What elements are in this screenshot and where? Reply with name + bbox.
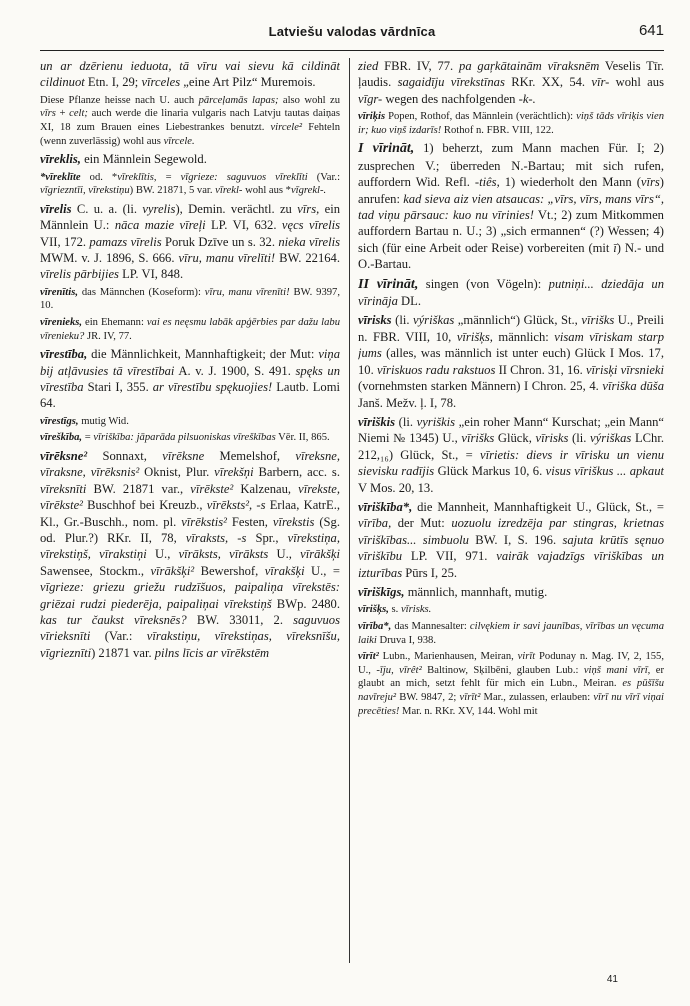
italic-text: putniņi... dziedāja un vīrināja bbox=[358, 276, 664, 309]
entry-text: wohl aus bbox=[609, 75, 664, 90]
dictionary-entry bbox=[40, 286, 340, 313]
entry-headword: vīrestīgs, bbox=[40, 415, 79, 427]
entry-text: Veselis Tīr. ļaudis. bbox=[358, 59, 664, 90]
dictionary-entry bbox=[358, 584, 664, 600]
entry-text: Bewershof, bbox=[194, 563, 265, 578]
italic-text: sagaidīju vīrekstīnas bbox=[397, 75, 505, 90]
italic-text: vīrakšķi bbox=[264, 563, 305, 578]
italic-text: vairāk vajadzīgs vīriškības un izturības bbox=[358, 549, 664, 580]
italic-text: vīrekstis bbox=[272, 514, 315, 529]
entry-text: (li. bbox=[395, 414, 417, 429]
italic-text: -tiês, bbox=[474, 175, 500, 190]
entry-text: (Sg. od. Plur.?) RKr. II, 78, bbox=[40, 514, 340, 546]
entry-text: wegen des nachfolgenden bbox=[382, 91, 519, 106]
entry-text: JR. IV, 77. bbox=[84, 330, 132, 342]
italic-text: vīrisķi vīrsnieki bbox=[585, 362, 664, 377]
entry-headword: vīrenītis, bbox=[40, 286, 78, 298]
dictionary-entry bbox=[358, 414, 664, 496]
sheet-signature: 41 bbox=[606, 974, 618, 985]
entry-text: Sawensee, Stockm., bbox=[40, 563, 151, 578]
entry-text: Mar., zulassen, erlauben: bbox=[480, 691, 594, 703]
dictionary-entry bbox=[40, 171, 340, 198]
italic-text: visam vīriskam starp jums bbox=[358, 329, 664, 361]
dictionary-entry bbox=[358, 650, 664, 718]
dictionary-entry bbox=[40, 316, 340, 343]
entry-text: BWp. 2480. bbox=[271, 596, 340, 611]
italic-text: vīrāksts, vīrāksts bbox=[178, 547, 269, 562]
entry-text: ) BW. 21871, 5 var. bbox=[129, 185, 216, 197]
entry-text: , = bbox=[153, 171, 181, 183]
dictionary-entry bbox=[40, 151, 340, 167]
entry-text: DL. bbox=[397, 294, 421, 309]
entry-text: U., = bbox=[304, 563, 340, 578]
entry-text: (li. bbox=[568, 431, 591, 446]
entry-text: Barbern, acc. s. bbox=[253, 465, 340, 480]
entry-text: s. bbox=[388, 604, 401, 616]
italic-text: pa gaŗkātainām vīraksnēm bbox=[459, 59, 600, 73]
entry-text: Fehteln (wenn zuverlässig) wohl aus bbox=[40, 122, 340, 147]
entry-text: Rothof n. FBR. VIII, 122. bbox=[441, 124, 554, 136]
dictionary-entry bbox=[40, 431, 340, 445]
italic-text: vīrekl- bbox=[215, 185, 243, 197]
entry-headword: vīrišķs, bbox=[358, 604, 389, 616]
entry-text: Glück Markus 10, 6. bbox=[434, 464, 546, 479]
italic-text: kad sieva aiz vien atsaucas: „vīrs, vīrs, mans vīrs“, tad viņu pārsauc: kuo nu vīrinies! bbox=[358, 191, 664, 223]
italic-text: vīrcele. bbox=[163, 135, 195, 147]
entry-text: , bbox=[249, 498, 257, 513]
italic-text: vircele² bbox=[270, 122, 303, 133]
italic-text: vīrišķs, bbox=[456, 329, 493, 344]
italic-text: pārceļamās lapas; bbox=[198, 94, 279, 106]
italic-text: cilvękiem ir savi jaunības, vīrības un vęcuma laiki bbox=[358, 620, 664, 646]
right-column bbox=[358, 58, 664, 958]
italic-text: kas tur čaukst vīreksnēs? bbox=[40, 613, 187, 628]
entry-text: BW. I, S. 196. bbox=[468, 532, 563, 547]
italic-text: vīriskuos radu rakstuos bbox=[376, 362, 496, 377]
entry-text: männlich: bbox=[492, 329, 555, 344]
entry-headword: vīriškība*, bbox=[358, 499, 413, 514]
entry-text: Memelshof, bbox=[204, 449, 296, 463]
entry-text: Etn. I, 29; bbox=[84, 75, 142, 90]
italic-text: pilns līcis ar vīrēkstēm bbox=[154, 645, 270, 660]
dictionary-entry bbox=[358, 603, 664, 617]
entry-text: Glück, bbox=[494, 431, 536, 446]
italic-text: vīrietis: dievs ir vīrisku un vienu sievisku radījis bbox=[358, 447, 664, 479]
entry-text: ) 21871 var. bbox=[91, 645, 155, 660]
entry-headword: vīrēksne² bbox=[40, 449, 88, 463]
entry-text: Lautb. Lomi 64. bbox=[40, 380, 340, 411]
italic-text: vīraksts, -s bbox=[185, 531, 247, 546]
italic-text: vīriškība: jāparāda pilsuoniskas vīreškības bbox=[93, 432, 276, 444]
dictionary-entry bbox=[358, 499, 664, 581]
entry-text: Erlaa, KatrE., Kl., Gr.-Buschh., nom. pl. bbox=[40, 498, 340, 529]
entry-text: ein Ehemann: bbox=[82, 317, 147, 328]
entry-text: LP. VII, 971. bbox=[402, 549, 497, 564]
entry-text: singen (von Vögeln): bbox=[418, 276, 549, 291]
entry-headword: vīrisks bbox=[358, 313, 392, 328]
entry-text: BW. 9397, 10. bbox=[40, 286, 340, 312]
entry-text: Lubn., Marienhausen, Meiran, bbox=[378, 651, 518, 663]
entry-headword: vīriškīgs, bbox=[358, 584, 405, 599]
italic-text: es pūšīšu navīreju² bbox=[358, 678, 664, 703]
entry-text: ), Demin. verächtl. zu bbox=[175, 201, 298, 216]
italic-text: saguvuos vīrieksnīti bbox=[40, 613, 340, 644]
entry-text: BW. 33011, 2. bbox=[186, 613, 294, 628]
entry-text: FBR. IV, 77. bbox=[378, 59, 460, 73]
entry-text: RKr. XX, 54. bbox=[504, 75, 592, 90]
dictionary-entry bbox=[358, 140, 664, 272]
italic-text: vīrēkstis² bbox=[181, 514, 227, 529]
dictionary-entry bbox=[358, 312, 664, 410]
italic-text: sajuta krūtīs sęnuo vīriškību bbox=[358, 532, 664, 564]
entry-text: Oknist, Plur. bbox=[139, 465, 215, 480]
dictionary-entry bbox=[358, 110, 664, 137]
entry-headword: vīreklis, bbox=[40, 152, 81, 167]
entry-text: Diese Pflanze heisse nach U. auch bbox=[40, 94, 199, 106]
entry-text: Baltinow, Sķilbēni, glauben Lub.: bbox=[421, 664, 584, 676]
entry-headword: vīrīt² bbox=[358, 651, 379, 663]
entry-text: (Var.: bbox=[307, 171, 340, 183]
italic-text: spęks un vīrestība bbox=[40, 363, 340, 394]
entry-text: die Männlichkeit, Mannhaftigkeit; der Mut: bbox=[87, 347, 319, 362]
italic-text: vīrī nu vīrī viņai precēties! bbox=[358, 691, 664, 717]
italic-text: vīgriezntīi, vīrekstiņu bbox=[40, 185, 130, 197]
italic-text: virīt bbox=[517, 651, 536, 663]
entry-text: (Var.: bbox=[90, 629, 147, 644]
entry-headword: vīriškis bbox=[358, 414, 396, 429]
italic-text: vīgrieze: saguvuos vīreklīti bbox=[180, 171, 308, 183]
italic-text: visus vīriškus ... apkaut bbox=[545, 464, 664, 479]
entry-text: Janš. Mežv. ļ. I, 78. bbox=[358, 395, 457, 410]
italic-text: vīrekšņi bbox=[214, 465, 254, 480]
entry-text: 1) beherzt, zum Mann machen Für. I; 2) zusprechen V.; überreden N.-Bartau; mit sich rufen, auffordern Wid. Refl. bbox=[358, 141, 664, 190]
entry-text: Pūrs I, 25. bbox=[402, 565, 458, 580]
italic-text: vīrākšķi² bbox=[150, 563, 195, 578]
page-number: 641 bbox=[638, 22, 664, 39]
italic-text: vīrēksne bbox=[162, 449, 205, 463]
entry-text: Buschhof bei Kreuzb., bbox=[82, 498, 207, 513]
entry-text: das Männchen (Koseform): bbox=[77, 286, 205, 298]
italic-text: vīrākšķi bbox=[300, 547, 340, 562]
dictionary-entry bbox=[40, 346, 340, 412]
italic-text: vīrceles bbox=[141, 75, 181, 90]
entry-text: Poruk Dzīve un s. 32. bbox=[161, 234, 279, 249]
entry-headword: vīrenieks, bbox=[40, 317, 83, 328]
entry-text: „eine Art Pilz“ Muremois. bbox=[180, 75, 316, 90]
entry-text: Podunay n. Mag. IV, 2, 155, U., bbox=[358, 651, 664, 676]
dictionary-entry bbox=[40, 448, 340, 661]
italic-text: vīrekste, vīrēkste² bbox=[40, 481, 340, 513]
entry-text: wohl aus * bbox=[242, 185, 291, 197]
entry-text: ) anrufen: bbox=[358, 175, 664, 206]
italic-text: vīrība, bbox=[358, 516, 392, 531]
left-column bbox=[40, 58, 340, 958]
italic-text: vīrakstiņu, vīrekstiņas, vīreksnīšu, vīgrieznīti bbox=[40, 629, 340, 660]
italic-text: výriškas bbox=[590, 431, 632, 446]
italic-text: vai es neęsmu labāk apģērbies par dažu labu vīrenieku? bbox=[40, 317, 340, 342]
dictionary-entry bbox=[358, 276, 664, 310]
entry-text: = bbox=[82, 432, 94, 444]
italic-text: -s bbox=[256, 498, 266, 513]
entry-text: V Mos. 20, 13. bbox=[358, 480, 434, 495]
italic-text: vīrs bbox=[40, 108, 56, 120]
entry-text: Spr., bbox=[246, 531, 288, 546]
italic-text: vīgr- bbox=[358, 91, 383, 106]
italic-text: un ar dzērienu ieduota, tā vīru vai sievu kā cildināt cildinuot bbox=[40, 59, 340, 90]
running-header bbox=[40, 20, 664, 51]
entry-text: BW. 9847, 2; bbox=[396, 691, 460, 703]
entry-text: Kalzenau, bbox=[233, 481, 299, 496]
entry-text: BW. 22164. bbox=[275, 251, 340, 265]
entry-headword: vīrība*, bbox=[358, 620, 392, 632]
entry-text: auch werde die linaria vulgaris nach Latvju tautas daiņas XI, 18 zum Brauen eines Liebestrankes benutzt. bbox=[40, 108, 340, 133]
entry-text: Festen, bbox=[226, 514, 273, 529]
entry-text: Vēr. II, 865. bbox=[275, 432, 330, 444]
entry-text: II Chron. 31, 16. bbox=[495, 362, 586, 377]
entry-text: das Mannesalter: bbox=[391, 620, 470, 632]
entry-headword: I vīrināt, bbox=[358, 141, 415, 157]
dictionary-entry bbox=[358, 58, 664, 107]
entry-text: die Mannheit, Mannhaftigkeit U., Glück, St., = bbox=[412, 499, 664, 514]
entry-text: (vornehmsten starken Männern) I Chron. 25, 4. bbox=[358, 379, 603, 394]
entry-text: ein Männlein U.: bbox=[40, 201, 340, 233]
entry-text: Sonnaxt, bbox=[87, 449, 163, 463]
entry-text: LChr. 212,₁₆) Glück, St., = bbox=[358, 431, 664, 462]
dictionary-entry bbox=[40, 201, 340, 283]
entry-text: männlich, mannhaft, mutig. bbox=[404, 584, 548, 599]
entry-text: A. v. J. 1900, S. 491. bbox=[174, 363, 296, 378]
italic-text: vīrēkste² bbox=[190, 481, 234, 496]
italic-text: vīrekstiņa, vīrekstiņš, vīrakstiņi bbox=[40, 531, 340, 562]
entry-text: mutig Wid. bbox=[78, 415, 129, 427]
italic-text: vīru, manu vīrelīti! bbox=[178, 251, 276, 265]
entry-text: ) N.- und O.-Bartau. bbox=[358, 240, 664, 272]
italic-text: ī bbox=[613, 240, 617, 255]
italic-text: nāca mazie vīreļi bbox=[114, 218, 206, 233]
italic-text: viņa bij atļāvusies tā vīrestībai bbox=[40, 347, 340, 378]
entry-headword: II vīrināt, bbox=[358, 276, 419, 292]
entry-text: U., bbox=[146, 547, 179, 562]
italic-text: celt; bbox=[69, 108, 88, 120]
italic-text: vyriškis bbox=[416, 414, 456, 429]
italic-text: ar vīrestību spękuojies! bbox=[152, 380, 273, 394]
italic-text: vīreksnīti bbox=[40, 481, 87, 496]
entry-text: (li. bbox=[391, 313, 413, 328]
entry-text: „ein roher Mann“ Kurschat; „ein Mann“ Niemi № 1345) U., bbox=[358, 414, 664, 446]
italic-text: vīrēksts² bbox=[206, 498, 250, 513]
entry-text: Popen, Rothof, das Männlein (verächtlich): bbox=[385, 111, 577, 123]
italic-text: vīriška dūša bbox=[602, 379, 664, 394]
entry-text: U., Preili n. FBR. VIII, 10, bbox=[358, 313, 664, 344]
entry-text: U., bbox=[268, 547, 301, 562]
entry-headword: vīrestība, bbox=[40, 347, 88, 362]
italic-text: pamazs vīrelis bbox=[89, 234, 162, 249]
italic-text: viņš tāds vīriķis vien ir; kuo viņš izdarīs! bbox=[358, 111, 664, 136]
entry-headword: *vīreklīte bbox=[40, 171, 81, 183]
italic-text: vīrelis pārbijies bbox=[40, 267, 119, 282]
entry-text: Druva I, 938. bbox=[376, 634, 436, 646]
entry-text: BW. 21871 var., bbox=[86, 481, 191, 496]
entry-text: C. u. a. (li. bbox=[71, 201, 143, 216]
italic-text: -īju, vīrêt² bbox=[376, 664, 422, 676]
entry-text: Vt.; 2) zum Mitkommen auffordern Bartau n. U.; 3) „sich ermannen“ (?) Wessen; 4) sich (für eine Arbeit oder Reise) vorbereiten (mit bbox=[358, 208, 664, 255]
italic-text: vīrisks bbox=[535, 431, 569, 446]
dictionary-entry bbox=[40, 94, 340, 148]
entry-headword: vīrelis bbox=[40, 201, 72, 216]
italic-text: vīgrieze: griezu griežu rudzīšuos, paipaliņa vīrekstēs: griēzai rudzi piederēja, paipaliņai vīrekstiņš bbox=[40, 580, 340, 611]
page-title: Latviešu valodas vārdnīca bbox=[268, 24, 436, 39]
italic-text: vyrelis bbox=[142, 201, 176, 216]
entry-text: der Mut: bbox=[391, 516, 452, 531]
entry-text: Mar. n. RKr. XV, 144. Wohl mit bbox=[399, 705, 538, 717]
entry-text: + bbox=[55, 108, 70, 120]
italic-text: vīgrekl-. bbox=[290, 185, 327, 197]
italic-text: vīru, manu vīrenīti! bbox=[204, 286, 290, 298]
italic-text: vīrs, bbox=[297, 201, 320, 216]
italic-text: vęcs vīrelis bbox=[281, 218, 340, 233]
dictionary-entry bbox=[40, 58, 340, 91]
italic-text: vīreklītis bbox=[117, 171, 154, 183]
italic-text: vīreksne, vīraksne, vīrēksnis² bbox=[40, 449, 340, 480]
entry-text: ein Männlein Segewold. bbox=[80, 152, 207, 167]
italic-text: viņš mani vīrī, bbox=[583, 664, 651, 676]
entry-text: LP. VI, 848. bbox=[118, 267, 184, 282]
italic-text: vīrišks bbox=[461, 431, 495, 446]
entry-text: „männlich“) Glück, St., bbox=[454, 313, 582, 328]
italic-text: vīr- bbox=[591, 75, 610, 90]
entry-text: od. * bbox=[80, 171, 118, 183]
entry-text: also wohl zu bbox=[278, 94, 340, 106]
italic-text: vīrīt² bbox=[459, 691, 481, 703]
italic-text: nieka vīrelis bbox=[278, 234, 340, 249]
dictionary-entry bbox=[40, 415, 340, 429]
italic-text: vīrs bbox=[640, 175, 660, 190]
entry-text: er glaubt an mich, setzt fehlt für mich ein Lubn., Meiran. bbox=[358, 664, 664, 690]
entry-headword: vīreškība, bbox=[40, 432, 83, 444]
entry-text: Stari I, 355. bbox=[83, 380, 153, 394]
entry-headword: vīriķis bbox=[358, 111, 386, 123]
entry-text: (alles, was männlich ist unter euch) Glück I Mos. 17, 10. bbox=[358, 346, 664, 377]
entry-text: LP. VI, 632. bbox=[205, 218, 282, 233]
italic-text: vīrišks bbox=[581, 313, 615, 328]
italic-text: zied bbox=[358, 59, 379, 73]
column-divider bbox=[349, 58, 350, 963]
entry-text: 1) wiederholt den Mann ( bbox=[499, 175, 641, 190]
italic-text: -k-. bbox=[518, 91, 536, 106]
italic-text: výriškas bbox=[413, 313, 455, 328]
entry-text: MWM. v. J. 1896, S. 666. bbox=[40, 251, 179, 265]
italic-text: vīrisks. bbox=[400, 604, 432, 616]
italic-text: uozuolu izredzēja par stingras, krietnas vīriškības... simbuolu bbox=[358, 516, 664, 547]
dictionary-entry bbox=[358, 620, 664, 647]
entry-text: VII, 172. bbox=[40, 234, 90, 249]
